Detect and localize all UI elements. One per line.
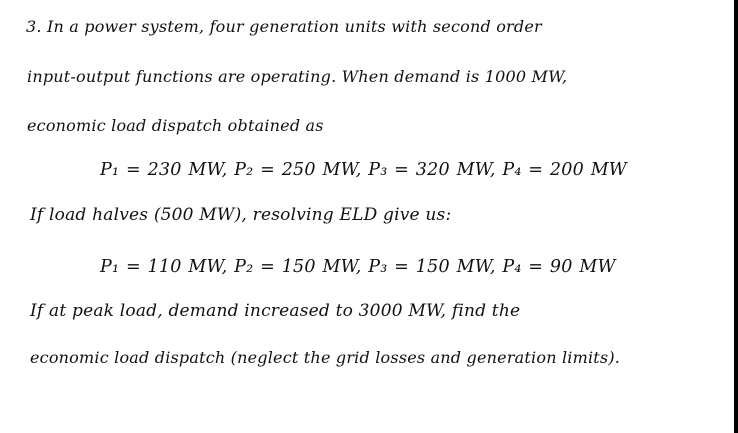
right-edge-border <box>734 0 738 433</box>
problem-line-8: economic load dispatch (neglect the grid losses and generation limits). <box>30 348 621 367</box>
problem-line-7: If at peak load, demand increased to 3000 MW, find the <box>30 301 521 321</box>
problem-line-2: input-output functions are operating. When demand is 1000 MW, <box>27 67 568 86</box>
dispatch-1000mw-equation: P₁ = 230 MW, P₂ = 250 MW, P₃ = 320 MW, P₄ = 200 MW <box>100 160 627 180</box>
problem-line-5: If load halves (500 MW), resolving ELD give us: <box>30 205 452 225</box>
dispatch-500mw-equation: P₁ = 110 MW, P₂ = 150 MW, P₃ = 150 MW, P₄ = 90 MW <box>100 257 616 277</box>
problem-line-1: 3. In a power system, four generation units with second order <box>26 17 542 36</box>
problem-line-3: economic load dispatch obtained as <box>27 116 324 135</box>
